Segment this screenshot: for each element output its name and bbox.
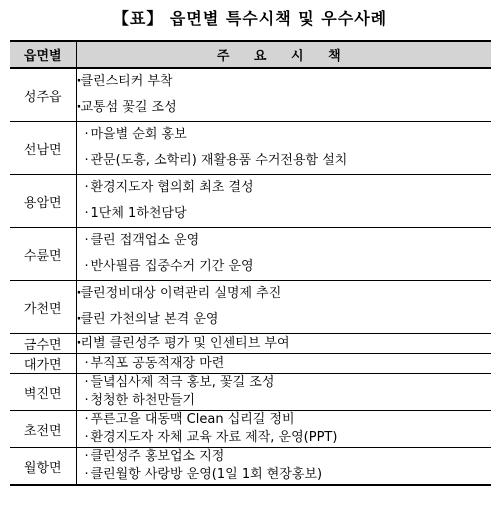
policy-table (10, 40, 491, 486)
region-cell: 벽진면 (10, 374, 76, 411)
policy-item: · 클린월항 사랑방 운영(1일 1회 현장홍보) (77, 466, 492, 484)
policy-item: · 클린 가천의날 본격 운영 (77, 307, 492, 333)
region-cell: 초전면 (10, 411, 76, 448)
table-title: 【표】 읍면별 특수시책 및 우수사례 (112, 9, 388, 28)
region-cell: 금수면 (10, 334, 76, 354)
policy-cell (76, 448, 491, 486)
policy-cell (76, 281, 491, 334)
policy-item: · 마을별 순회 홍보 (77, 122, 492, 148)
table-row (10, 122, 491, 175)
table-header-row (10, 41, 491, 68)
policy-item: · 리별 클린성주 평가 및 인센티브 부여 (77, 335, 492, 353)
policy-item: · 들녘심사제 적극 홍보, 꽃길 조성 (77, 374, 492, 392)
table-row (10, 334, 491, 354)
table-row (10, 228, 491, 281)
region-cell: 선남면 (10, 122, 76, 175)
policy-item: · 클린정비대상 이력관리 실명제 추진 (77, 281, 492, 307)
policy-cell (76, 411, 491, 448)
table-row (10, 411, 491, 448)
policy-cell (76, 354, 491, 374)
table-row (10, 68, 491, 122)
policy-cell (76, 122, 491, 175)
table-row (10, 175, 491, 228)
policy-item: · 관문(도흥, 소학리) 재활용품 수거전용함 설치 (77, 148, 492, 174)
policy-item: · 클린성주 홍보업소 지정 (77, 448, 492, 466)
policy-item: · 푸른고을 대동맥 Clean 십리길 정비 (77, 411, 492, 429)
policy-item: · 클린스티커 부착 (77, 69, 492, 95)
region-cell: 성주읍 (10, 68, 76, 122)
policy-cell (76, 175, 491, 228)
policy-item: · 1단체 1하천담당 (77, 201, 492, 227)
policy-item: · 교통섬 꽃길 조성 (77, 95, 492, 121)
policy-item: · 반사필름 집중수거 기간 운영 (77, 254, 492, 280)
policy-item: · 환경지도자 자체 교육 자료 제작, 운영(PPT) (77, 429, 492, 447)
table-row (10, 448, 491, 486)
table-row (10, 354, 491, 374)
region-cell: 용암면 (10, 175, 76, 228)
table-row (10, 374, 491, 411)
policy-item: · 청청한 하천만들기 (77, 392, 492, 410)
region-cell: 가천면 (10, 281, 76, 334)
policy-item: · 환경지도자 협의회 최초 결성 (77, 175, 492, 201)
header-main-policy: 주 요 시 책 (76, 41, 491, 68)
policy-cell (76, 68, 491, 122)
table-row (10, 281, 491, 334)
policy-item: · 클린 접객업소 운영 (77, 228, 492, 254)
policy-cell (76, 228, 491, 281)
region-cell: 대가면 (10, 354, 76, 374)
region-cell: 수륜면 (10, 228, 76, 281)
header-region: 읍면별 (10, 41, 76, 68)
policy-cell (76, 334, 491, 354)
region-cell: 월항면 (10, 448, 76, 486)
policy-item: · 부직포 공동적재장 마련 (77, 355, 492, 373)
policy-cell (76, 374, 491, 411)
